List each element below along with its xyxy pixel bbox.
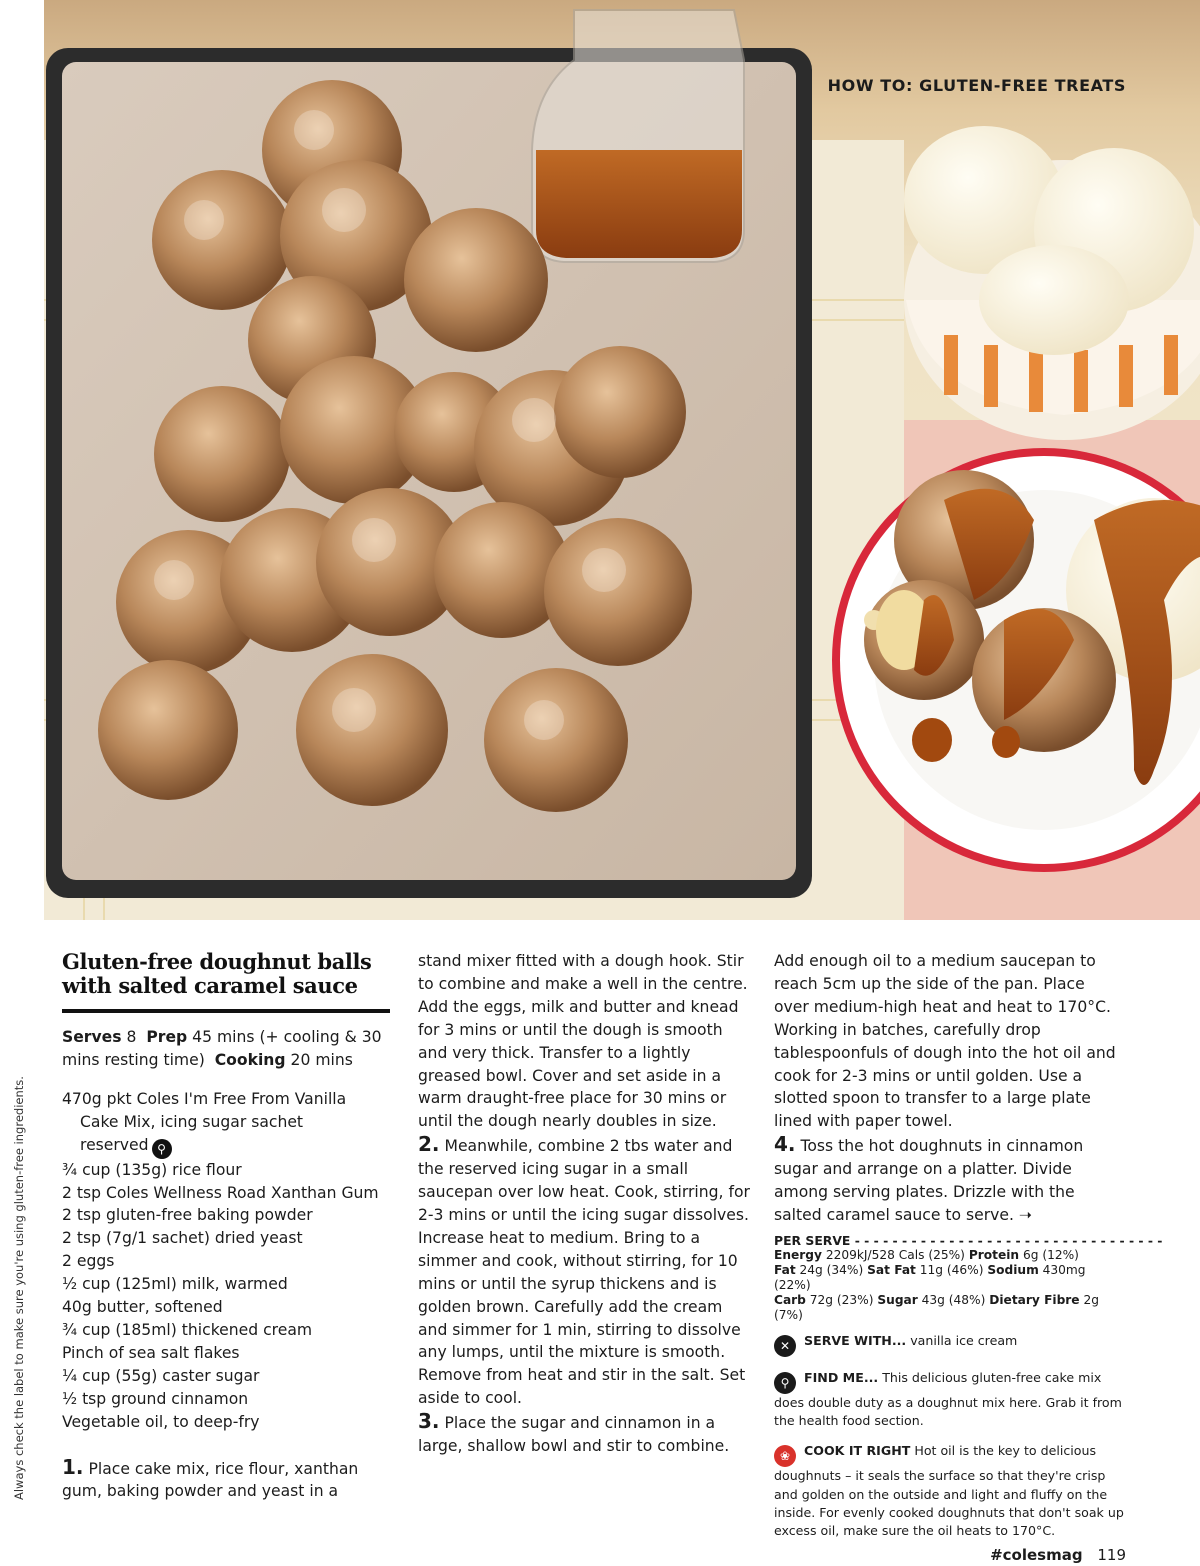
page-number: 119 bbox=[1097, 1546, 1126, 1564]
energy-label: Energy bbox=[774, 1247, 822, 1262]
protein-label: Protein bbox=[968, 1247, 1020, 1262]
hero-photo bbox=[44, 0, 1200, 920]
cook-it-right-text: Hot oil is the key to delicious doughnuts – it seals the surface so that they're crisp and golden on the outside and light and fluffy on the inside. For evenly cooked doughnuts that don't soak up excess oil, make sure the oil heats to 170°C. bbox=[774, 1443, 1124, 1539]
step-text: Place the sugar and cinnamon in a large, shallow bowl and stir to combine. bbox=[418, 1414, 730, 1456]
cooking-value: 20 mins bbox=[290, 1050, 353, 1069]
energy-value: 2209kJ/528 Cals (25%) bbox=[825, 1247, 965, 1262]
ingredient: ¼ cup (55g) caster sugar bbox=[62, 1366, 260, 1385]
step-number: 2. bbox=[418, 1132, 440, 1157]
nutrition-line bbox=[774, 1248, 1124, 1263]
find-me-tip bbox=[774, 1369, 1124, 1431]
recipe-title bbox=[62, 950, 390, 998]
ingredient: Pinch of sea salt flakes bbox=[62, 1343, 240, 1362]
method-step bbox=[774, 1133, 1124, 1227]
title-rule bbox=[62, 1009, 390, 1013]
serves-value: 8 bbox=[126, 1028, 137, 1046]
nutrition-panel bbox=[774, 1232, 1163, 1323]
carb-value: 72g (23%) bbox=[809, 1292, 874, 1307]
step-text: Place cake mix, rice flour, xanthan gum, baking powder and yeast in a bbox=[62, 1459, 359, 1501]
doughnut-illustration bbox=[44, 0, 1200, 920]
fat-value: 24g (34%) bbox=[799, 1262, 864, 1277]
serves-label: Serves bbox=[62, 1028, 122, 1046]
method-step-continued: stand mixer fitted with a dough hook. Stir to combine and make a well in the centre. Add the eggs, milk and butter and knead for 3 mins or until the dough is smooth and very thick. Transfer to a lightly greased bowl. Cover and set aside in a warm draught-free place for 30 mins or until the dough nearly doubles in size. bbox=[418, 952, 748, 1131]
ingredient-text: reserved bbox=[80, 1135, 149, 1154]
magnifier-pin-icon: ⚲ bbox=[774, 1372, 796, 1394]
cook-it-right-tip bbox=[774, 1442, 1124, 1540]
sugar-label: Sugar bbox=[877, 1292, 918, 1307]
ingredient: 2 eggs bbox=[62, 1252, 115, 1271]
method-step-continued: Add enough oil to a medium saucepan to reach 5cm up the side of the pan. Place over medium-high heat and heat to 170°C. Working in batches, carefully drop tablespoonfuls of dough into the hot oil and cook for 2-3 mins or until golden. Use a slotted spoon to transfer to a large plate lined with paper towel. bbox=[774, 952, 1116, 1131]
fat-label: Fat bbox=[774, 1262, 796, 1277]
serve-with-label: SERVE WITH... bbox=[804, 1332, 907, 1348]
step-number: 4. bbox=[774, 1132, 796, 1157]
section-kicker: HOW TO: GLUTEN-FREE TREATS bbox=[827, 76, 1126, 95]
prep-value: 45 mins (+ cooling & 30 mins resting time) bbox=[62, 1028, 382, 1069]
recipe-title-line-2: with salted caramel sauce bbox=[62, 973, 358, 998]
step-number: 1. bbox=[62, 1454, 84, 1479]
ingredient: 40g butter, softened bbox=[62, 1298, 223, 1317]
step-number: 3. bbox=[418, 1409, 440, 1434]
recipe-column-2 bbox=[418, 950, 754, 1458]
sodium-label: Sodium bbox=[987, 1262, 1039, 1277]
carb-label: Carb bbox=[774, 1292, 806, 1307]
protein-value: 6g (12%) bbox=[1022, 1247, 1079, 1262]
ingredient: Cake Mix, icing sugar sachet bbox=[80, 1112, 304, 1131]
nutrition-heading-text: PER SERVE bbox=[774, 1232, 851, 1248]
prep-label: Prep bbox=[146, 1028, 188, 1046]
ingredient: 2 tsp gluten-free baking powder bbox=[62, 1206, 313, 1225]
nutrition-line bbox=[774, 1263, 1124, 1293]
ingredient: 2 tsp Coles Wellness Road Xanthan Gum bbox=[62, 1183, 379, 1202]
ingredient bbox=[62, 1134, 390, 1159]
footer-hashtag: #colesmag bbox=[990, 1546, 1083, 1564]
ingredient: 470g pkt Coles I'm Free From Vanilla bbox=[62, 1089, 347, 1108]
sugar-value: 43g (48%) bbox=[921, 1292, 986, 1307]
recipe-meta bbox=[62, 1026, 390, 1072]
spacer bbox=[62, 1434, 390, 1456]
nutrition-dashes: - - - - - - - - - - - - - - - - - - - - - - - - - - - - - - - - - bbox=[850, 1232, 1163, 1248]
side-note-wrap bbox=[2, 1040, 26, 1500]
method-step bbox=[418, 1410, 754, 1458]
ingredient: ¾ cup (185ml) thickened cream bbox=[62, 1320, 313, 1339]
ingredient: 2 tsp (7g/1 sachet) dried yeast bbox=[62, 1229, 303, 1248]
find-me-label: FIND ME... bbox=[804, 1369, 879, 1385]
cooking-label: Cooking bbox=[214, 1050, 286, 1069]
side-note: Always check the label to make sure you're using gluten-free ingredients. bbox=[12, 1076, 26, 1500]
recipe-column-3 bbox=[774, 950, 1163, 1541]
serve-with-text: vanilla ice cream bbox=[910, 1332, 1018, 1348]
serve-with-tip bbox=[774, 1332, 1124, 1357]
magnifier-pin-icon: ⚲ bbox=[152, 1139, 172, 1159]
ingredient: Vegetable oil, to deep-fry bbox=[62, 1412, 260, 1431]
cook-it-right-label: COOK IT RIGHT bbox=[804, 1443, 911, 1459]
ingredients-list bbox=[62, 1088, 390, 1434]
sodium-value: 430mg (22%) bbox=[774, 1262, 1086, 1292]
method-step bbox=[62, 1456, 390, 1504]
ingredient: ½ cup (125ml) milk, warmed bbox=[62, 1275, 288, 1294]
arrow-right-icon: ➝ bbox=[1018, 1205, 1032, 1224]
step-text: Toss the hot doughnuts in cinnamon sugar and arrange on a platter. Divide among serving plates. Drizzle with the salted caramel sauce to serve. bbox=[774, 1137, 1084, 1224]
find-me-text: This delicious gluten-free cake mix does double duty as a doughnut mix here. Grab it from the health food section. bbox=[774, 1369, 1122, 1429]
fibre-label: Dietary Fibre bbox=[989, 1292, 1080, 1307]
satfat-label: Sat Fat bbox=[867, 1262, 916, 1277]
ingredient: ½ tsp ground cinnamon bbox=[62, 1389, 249, 1408]
nutrition-heading bbox=[774, 1232, 1163, 1248]
recipe-column-1 bbox=[62, 950, 390, 1503]
fibre-value: 2g (7%) bbox=[774, 1292, 1099, 1322]
ingredient: ¾ cup (135g) rice flour bbox=[62, 1160, 242, 1179]
satfat-value: 11g (46%) bbox=[919, 1262, 984, 1277]
nutrition-line bbox=[774, 1293, 1124, 1323]
page-footer bbox=[990, 1546, 1126, 1564]
fork-knife-icon: ✕ bbox=[774, 1335, 796, 1357]
method-step bbox=[418, 1133, 754, 1410]
step-text: Meanwhile, combine 2 tbs water and the reserved icing sugar in a small saucepan over low heat. Cook, stirring, for 2-3 mins or until the icing sugar dissolves. Increase heat to medium. Bring to a simmer and cook, without stirring, for 10 mins or until the syrup thickens and is golden brown. Carefully add the cream and simmer for 1 min, stirring to dissolve any lumps, until the mixture is smooth. Remove from heat and stir in the salt. Set aside to cool. bbox=[418, 1137, 750, 1408]
recipe-title-line-1: Gluten-free doughnut balls bbox=[62, 949, 372, 974]
flame-icon: ❀ bbox=[774, 1445, 796, 1467]
